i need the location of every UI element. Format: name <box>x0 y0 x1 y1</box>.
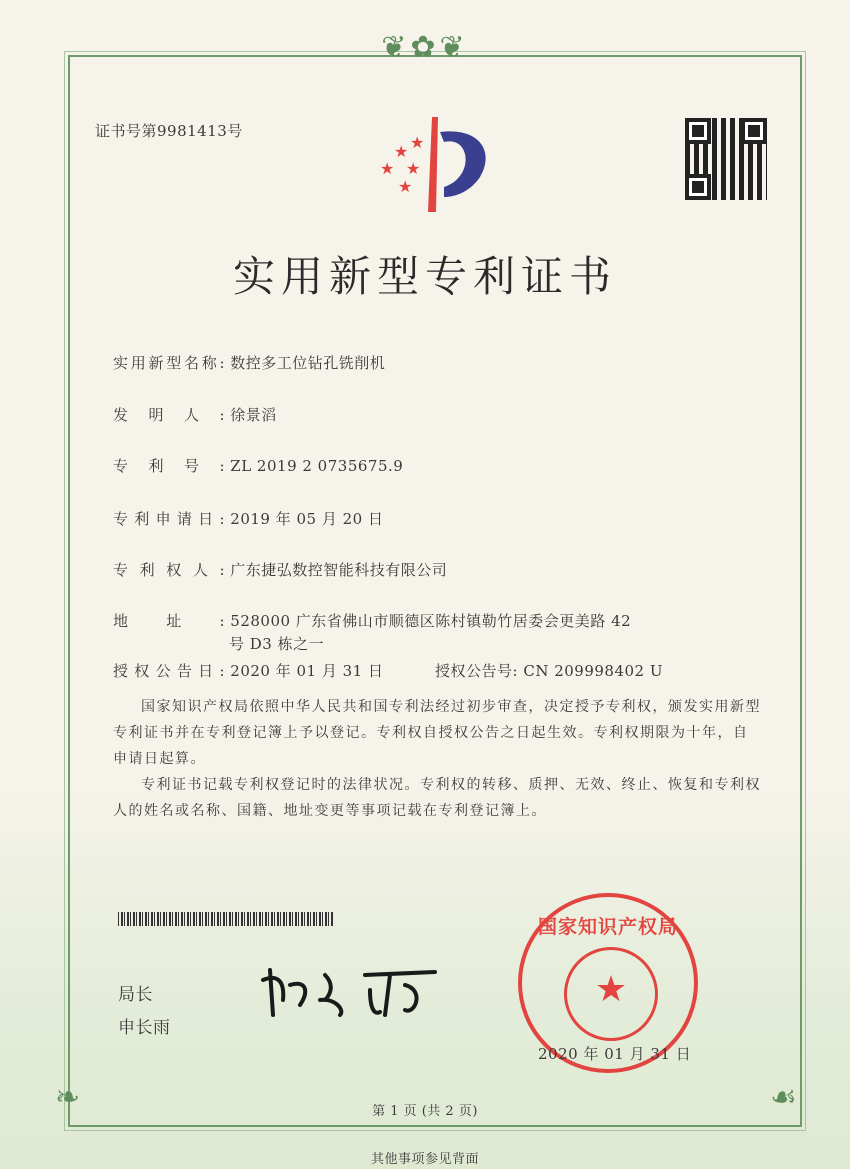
svg-text:★: ★ <box>410 133 425 152</box>
svg-text:★: ★ <box>394 142 409 161</box>
patent-office-logo-icon <box>370 112 500 217</box>
field-filing-date: 专利申请日: 2019 年 05 月 20 日 <box>113 510 384 528</box>
field-inventor: 发明人: 徐景滔 <box>113 406 277 424</box>
barcode <box>118 912 333 926</box>
field-publication-number: 授权公告号: CN 209998402 U <box>435 662 664 680</box>
signature <box>255 960 440 1020</box>
page-title: 实用新型专利证书 <box>232 252 617 301</box>
statement-paragraph-2: 专利证书记载专利权登记时的法律状况。专利权的转移、质押、无效、终止、恢复和专利权人的姓名或名称、国籍、地址变更等事项记载在专利登记簿上。 <box>113 777 761 819</box>
corner-ornament-icon: ❧ <box>55 1080 81 1115</box>
svg-text:★: ★ <box>406 159 421 178</box>
footer-note: 其他事项参见背面 <box>370 1152 479 1167</box>
seal-text: 国家知识产权局 <box>538 916 679 938</box>
field-address-line2: 号 D3 栋之一 <box>229 635 325 653</box>
field-patent-number: 专利号: ZL 2019 2 0735675.9 <box>113 457 404 475</box>
field-name: 实用新型名称: 数控多工位钻孔铣削机 <box>113 354 386 372</box>
field-address: 地址: 528000 广东省佛山市顺德区陈村镇勒竹居委会更美路 42 <box>113 612 632 630</box>
national-emblem-icon: ★ <box>564 947 658 1041</box>
field-patentee: 专利权人: 广东捷弘数控智能科技有限公司 <box>113 561 448 579</box>
certificate-number: 证书号第9981413号 <box>95 122 243 140</box>
top-ornament-icon: ❦✿❦ <box>381 30 469 65</box>
corner-ornament-icon: ☙ <box>770 1080 797 1115</box>
qr-code <box>685 118 767 200</box>
director-title: 局长 <box>118 985 153 1005</box>
svg-text:★: ★ <box>398 177 413 196</box>
statement-paragraph-1: 国家知识产权局依照中华人民共和国专利法经过初步审查，决定授予专利权，颁发实用新型专利证书并在专利登记簿上予以登记。专利权自授权公告之日起生效。专利权期限为十年，自申请日起算。 <box>113 699 761 767</box>
director-name: 申长雨 <box>118 1018 171 1038</box>
seal-date: 2020 年 01 月 31 日 <box>538 1045 692 1063</box>
svg-text:★: ★ <box>380 159 395 178</box>
page-indicator: 第 1 页 (共 2 页) <box>372 1104 478 1119</box>
field-grant-date: 授权公告日: 2020 年 01 月 31 日 <box>113 662 384 680</box>
